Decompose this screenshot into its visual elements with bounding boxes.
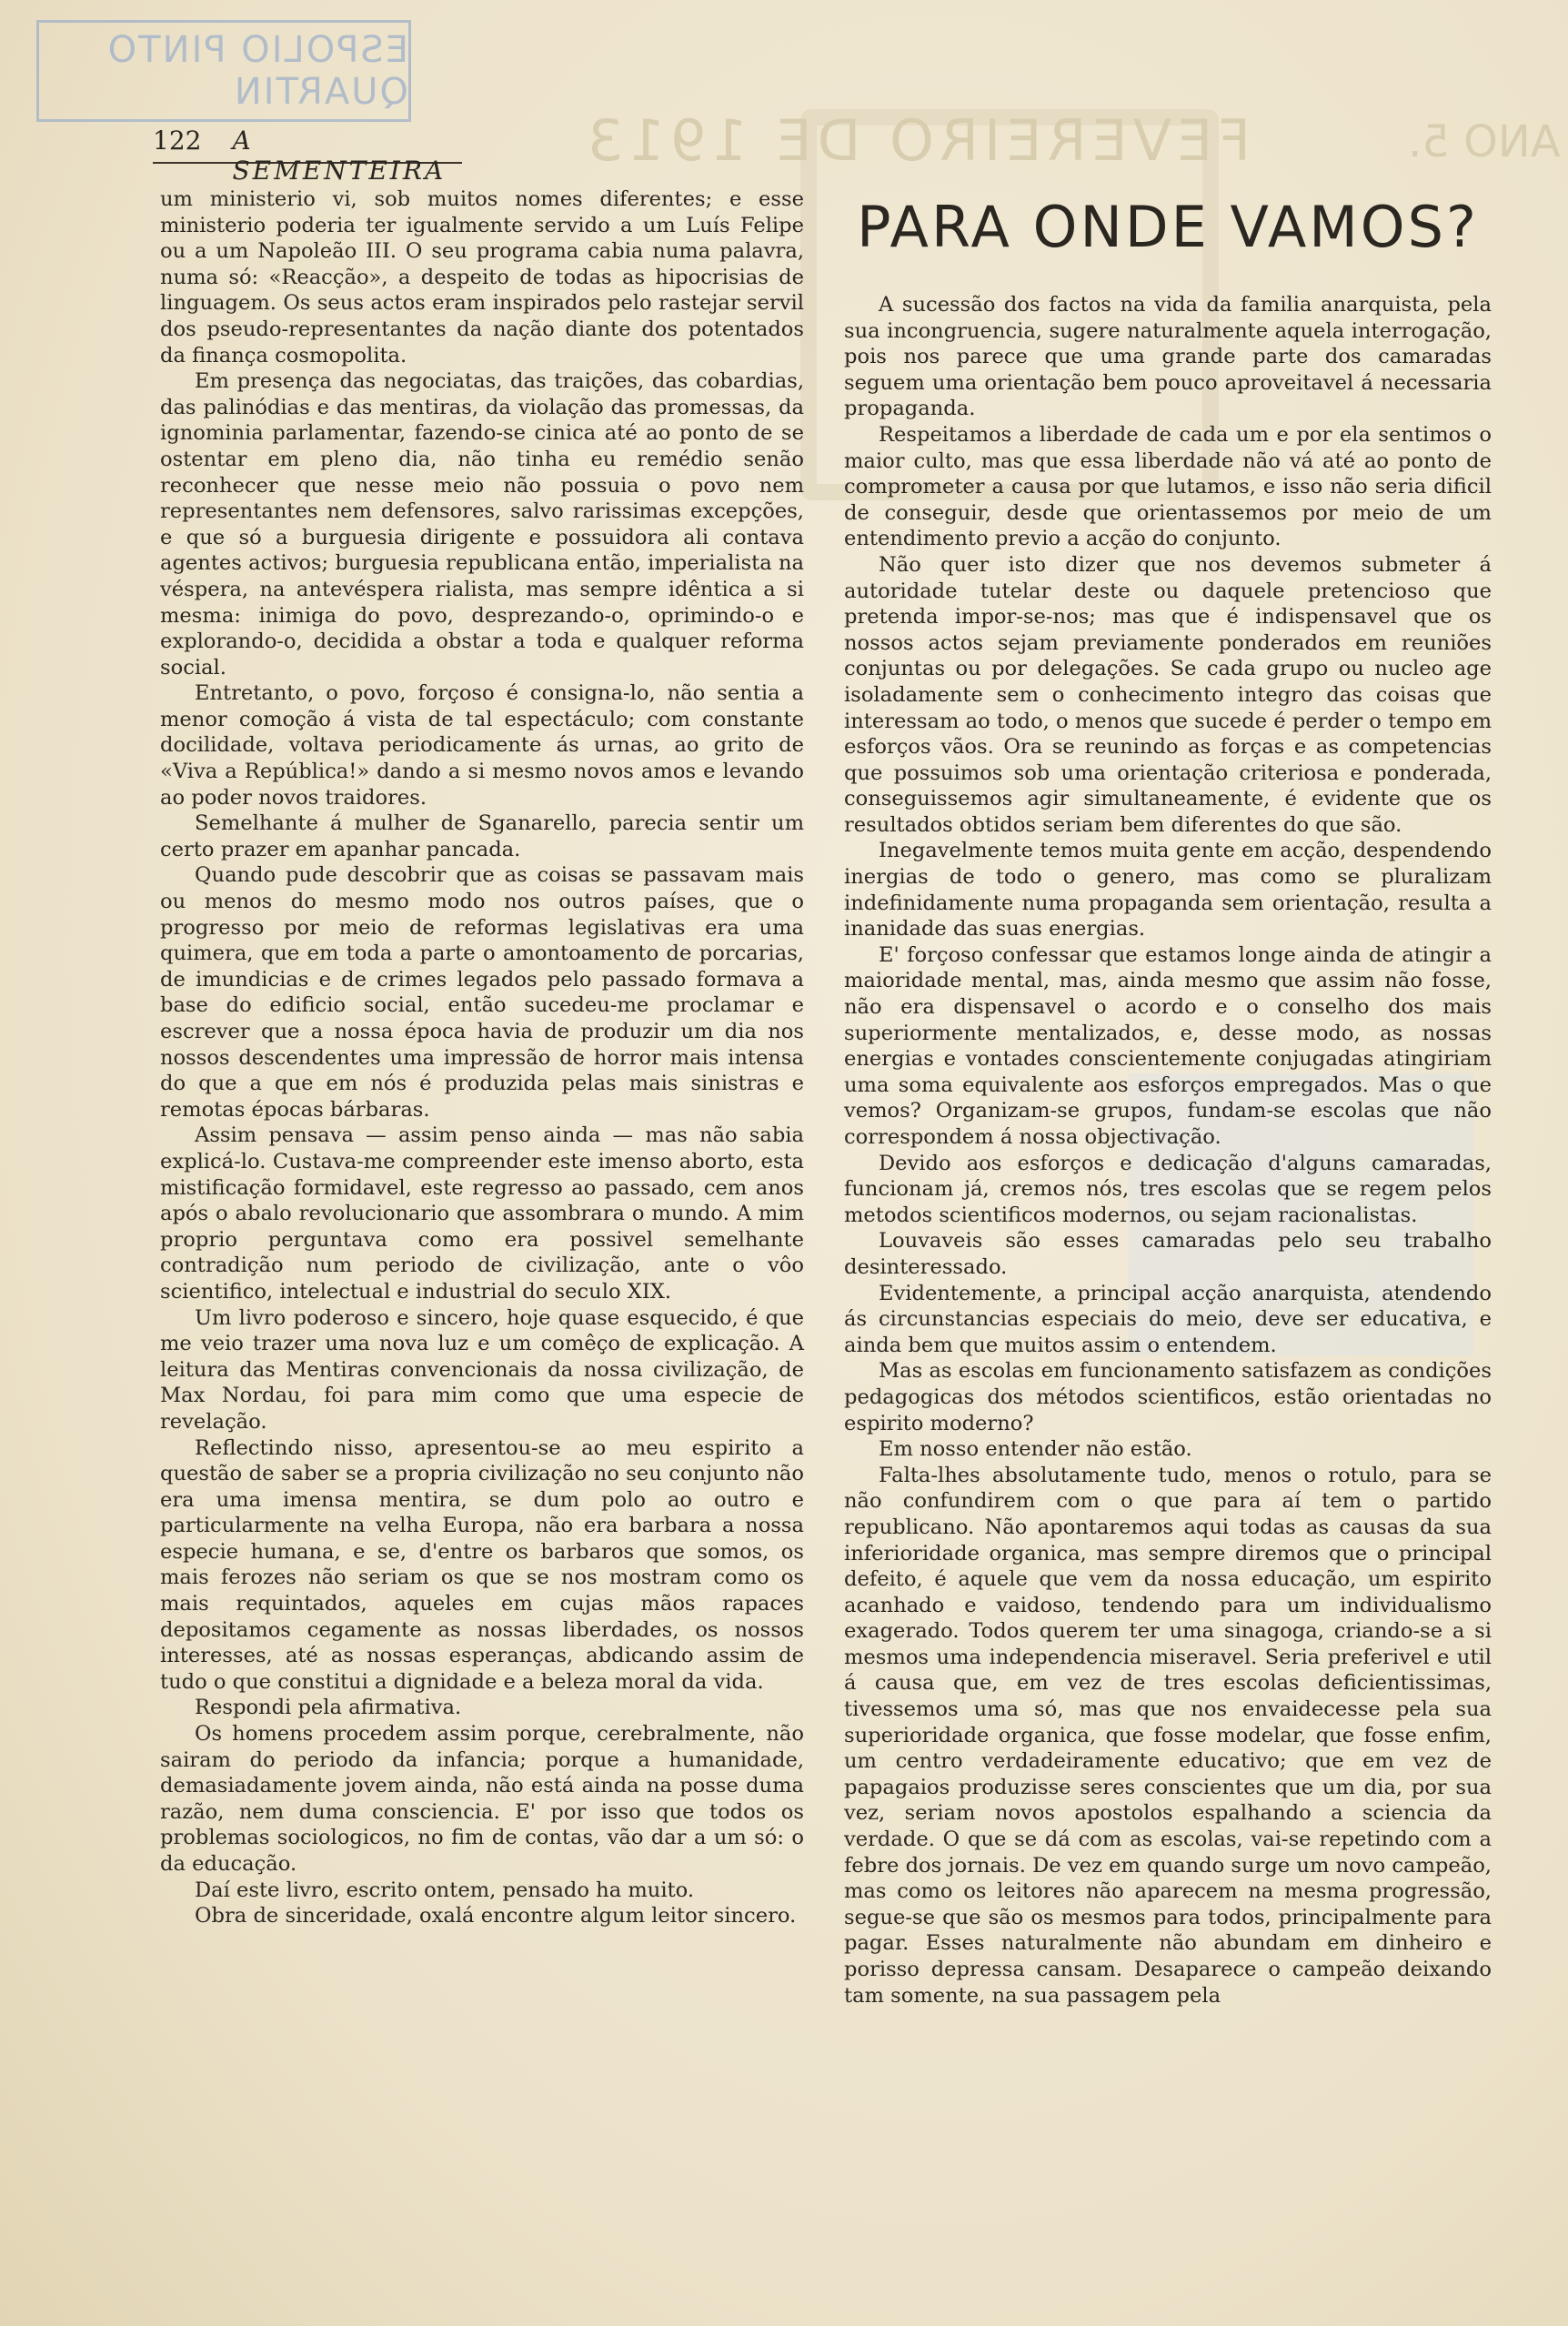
right-paragraph: Evidentemente, a principal acção anarquista, atendendo ás circunstancias especiais do meio, deve ser educativa, e ainda bem que muitos assim o entendem. <box>844 1281 1492 1357</box>
left-paragraph: Respondi pela afirmativa. <box>195 1696 462 1720</box>
right-paragraph: Respeitamos a liberdade de cada um e por ela sentimos o maior culto, mas que essa liberdade não vá até ao ponto de comprometer a causa por que lutamos, e isso não seria dificil de conseguir, desde que orientassemos por meio de um entendimento previo a acção do conjunto. <box>844 422 1492 551</box>
left-paragraph: Em presença das negociatas, das traições, das cobardias, das palinódias e das mentiras, da violação das promessas, da ignominia parlamentar, fazendo-se cinica até ao ponto de se ostentar em pleno dia, não tinha eu remédio senão reconhecer que nesse meio não possuia o povo nem representantes nem defensores, salvo rarissimas excepções, e que só a burguesia dirigente e possuidora ali contava agentes activos; burguesia republicana então, imperialista na véspera, na antevéspera rialista, mas sempre idêntica a si mesma: inimiga do povo, desprezando-o, oprimindo-o e explorando-o, decidida a obstar a toda e qualquer reforma social. <box>160 369 804 680</box>
right-paragraph: Devido aos esforços e dedicação d'alguns camaradas, funcionam já, cremos nós, tres escolas que se regem pelos metodos scientificos modernos, ou sejam racionalistas. <box>844 1151 1492 1227</box>
right-paragraph: Em nosso entender não estão. <box>879 1437 1192 1462</box>
right-paragraph: E' forçoso confessar que estamos longe ainda de atingir a maioridade mental, mas, ainda mesmo que assim não fosse, não era dispensavel o acordo e o conselho dos mais superiormente mentalizados, e, desse modo, as nossas energias e vontades conscientemente conjugadas atingiriam uma soma equivalente aos esforços empregados. Mas o que vemos? Organizam-se grupos, fundam-se escolas que não correspondem á nossa objectivação. <box>844 942 1492 1149</box>
left-paragraph: um ministerio vi, sob muitos nomes diferentes; e esse ministerio poderia ter igualmente servido a um Luís Felipe ou a um Napoleão III. O seu programa cabia numa palavra, numa só: «Reacção», a despeito de todas as hipocrisias de linguagem. Os seus actos eram inspirados pelo rastejar servil dos pseudo-representantes da nação diante dos potentados da finança cosmopolita. <box>160 187 804 368</box>
running-header <box>153 126 462 186</box>
left-paragraph: Os homens procedem assim porque, cerebralmente, não sairam do periodo da infancia; porque a humanidade, demasiadamente jovem ainda, não está ainda na posse duma razão, nem duma consciencia. E' por isso que todos os problemas sociologicos, no fim de contas, vão dar a um só: o da educação. <box>160 1722 804 1876</box>
left-paragraph: Assim pensava — assim penso ainda — mas não sabia explicá-lo. Custava-me compreender este imenso aborto, esta mistificação formidavel, este regresso ao passado, cem anos após o abalo revolucionario que assombrara o mundo. A mim proprio perguntava como era possivel semelhante contradição num periodo de civilização, ante o vôo scientifico, intelectual e industrial do seculo XIX. <box>160 1123 804 1304</box>
left-paragraph: Um livro poderoso e sincero, hoje quase esquecido, é que me veio trazer uma nova luz e um comêço de explicação. A leitura das Mentiras convencionais da nossa civilização, de Max Nordau, foi para mim como que uma especie de revelação. <box>160 1305 804 1434</box>
left-paragraph: Reflectindo nisso, apresentou-se ao meu espirito a questão de saber se a propria civilização no seu conjunto não era uma imensa mentira, se dum polo ao outro e particularmente na velha Europa, não era barbara a nossa especie humana, e se, d'entre os barbaros que somos, os mais ferozes não seriam os que se nos mostram como os mais requintados, aqueles em cujas mãos rapaces depositamos cegamente as nossas liberdades, os nossos interesses, até as nossas esperanças, abdicando assim de tudo o que constitui a dignidade e a beleza moral da vida. <box>160 1435 804 1694</box>
left-paragraph: Semelhante á mulher de Sganarello, parecia sentir um certo prazer em apanhar pancada. <box>160 811 804 861</box>
archive-stamp: ESPOLIO PINTO QUARTIN <box>36 20 411 122</box>
left-column <box>160 186 804 1929</box>
page-number: 122 <box>153 126 202 156</box>
right-paragraph: Não quer isto dizer que nos devemos submeter á autoridade tutelar deste ou daquele pretencioso que pretenda impor-se-nos; mas que é indispensavel que os nossos actos sejam previamente ponderados em reuniões conjuntas ou por delegações. Se cada grupo ou nucleo age isoladamente sem o conhecimento integro das coisas que interessam ao todo, o menos que sucede é perder o tempo em esforços vãos. Ora se reunindo as forças e as competencias que possuimos sob uma orientação criteriosa e ponderada, conseguissemos agir simultaneamente, é evidente que os resultados obtidos seriam bem diferentes do que são. <box>844 552 1493 837</box>
right-paragraph: Falta-lhes absolutamente tudo, menos o rotulo, para se não confundirem com o que para aí tem o partido republicano. Não apontaremos aqui todas as causas da sua inferioridade organica, mas sempre diremos que o principal defeito, é aquele que vem da nossa educação, um espirito acanhado e vaidoso, tendendo para um individualismo exagerado. Todos querem ter uma sinagoga, criando-se a si mesmos uma independencia miseravel. Seria preferivel e util á causa que, em vez de tres escolas deficientissimas, tivessemos uma só, mas que nos envaidecesse pela sua superioridade organica, que fosse modelar, que fosse enfim, um centro verdadeiramente educativo; que em vez de papagaios produzisse seres conscientes que um dia, por sua vez, seriam novos apostolos espalhando a sciencia da verdade. O que se dá com as escolas, vai-se repetindo com a febre dos jornais. De vez em quando surge um novo campeão, mas como os leitores não aparecem na mesma progressão, segue-se que são os mesmos para todos, principalmente para pagar. Esses naturalmente não abundam em dinheiro e porisso depressa cansam. Desaparece o campeão deixando tam somente, na sua passagem pela <box>844 1463 1492 2008</box>
right-paragraph: A sucessão dos factos na vida da familia anarquista, pela sua incongruencia, sugere naturalmente aquela interrogação, pois nos parece que uma grande parte dos camaradas seguem uma orientação bem pouco aproveitavel á necessaria propaganda. <box>844 293 1492 421</box>
left-paragraph: Obra de sinceridade, oxalá encontre algum leitor sincero. <box>195 1904 797 1928</box>
left-paragraph: Quando pude descobrir que as coisas se passavam mais ou menos do mesmo modo nos outros países, que o progresso por meio de reformas legislativas era uma quimera, que em toda a parte o amontoamento de porcarias, de imundicias e de crimes legados pelo passado formava a base do edificio social, então sucedeu-me proclamar e escrever que a nossa época havia de produzir um dia nos nossos descendentes uma impressão de horror mais intensa do que a que em nós é produzida pelas mais sinistras e remotas épocas bárbaras. <box>160 863 804 1122</box>
journal-title: A SEMENTEIRA <box>232 126 447 186</box>
bleed-through-date: FEVEREIRO DE 1913 <box>582 107 1251 174</box>
article-headline: PARA ONDE VAMOS? <box>857 194 1479 260</box>
right-paragraph: Louvaveis são esses camaradas pelo seu trabalho desinteressado. <box>844 1229 1492 1279</box>
left-paragraph: Daí este livro, escrito ontem, pensado ha muito. <box>195 1878 695 1902</box>
left-paragraph: Entretanto, o povo, forçoso é consigna-lo, não sentia a menor comoção á vista de tal espectáculo; com constante docilidade, voltava periodicamente ás urnas, ao grito de «Viva a República!» dando a si mesmo novos amos e levando ao poder novos traidores. <box>160 681 804 810</box>
bleed-through-issue: ANO 5. <box>1408 116 1561 167</box>
right-paragraph: Inegavelmente temos muita gente em acção, despendendo inergias de todo o genero, mas como se pluralizam indefinidamente numa propaganda sem orientação, resulta a inanidade das suas energias. <box>844 839 1492 941</box>
right-paragraph: Mas as escolas em funcionamento satisfazem as condições pedagogicas dos métodos scientificos, estão orientadas no espirito moderno? <box>844 1359 1492 1435</box>
right-column <box>844 196 1492 2009</box>
